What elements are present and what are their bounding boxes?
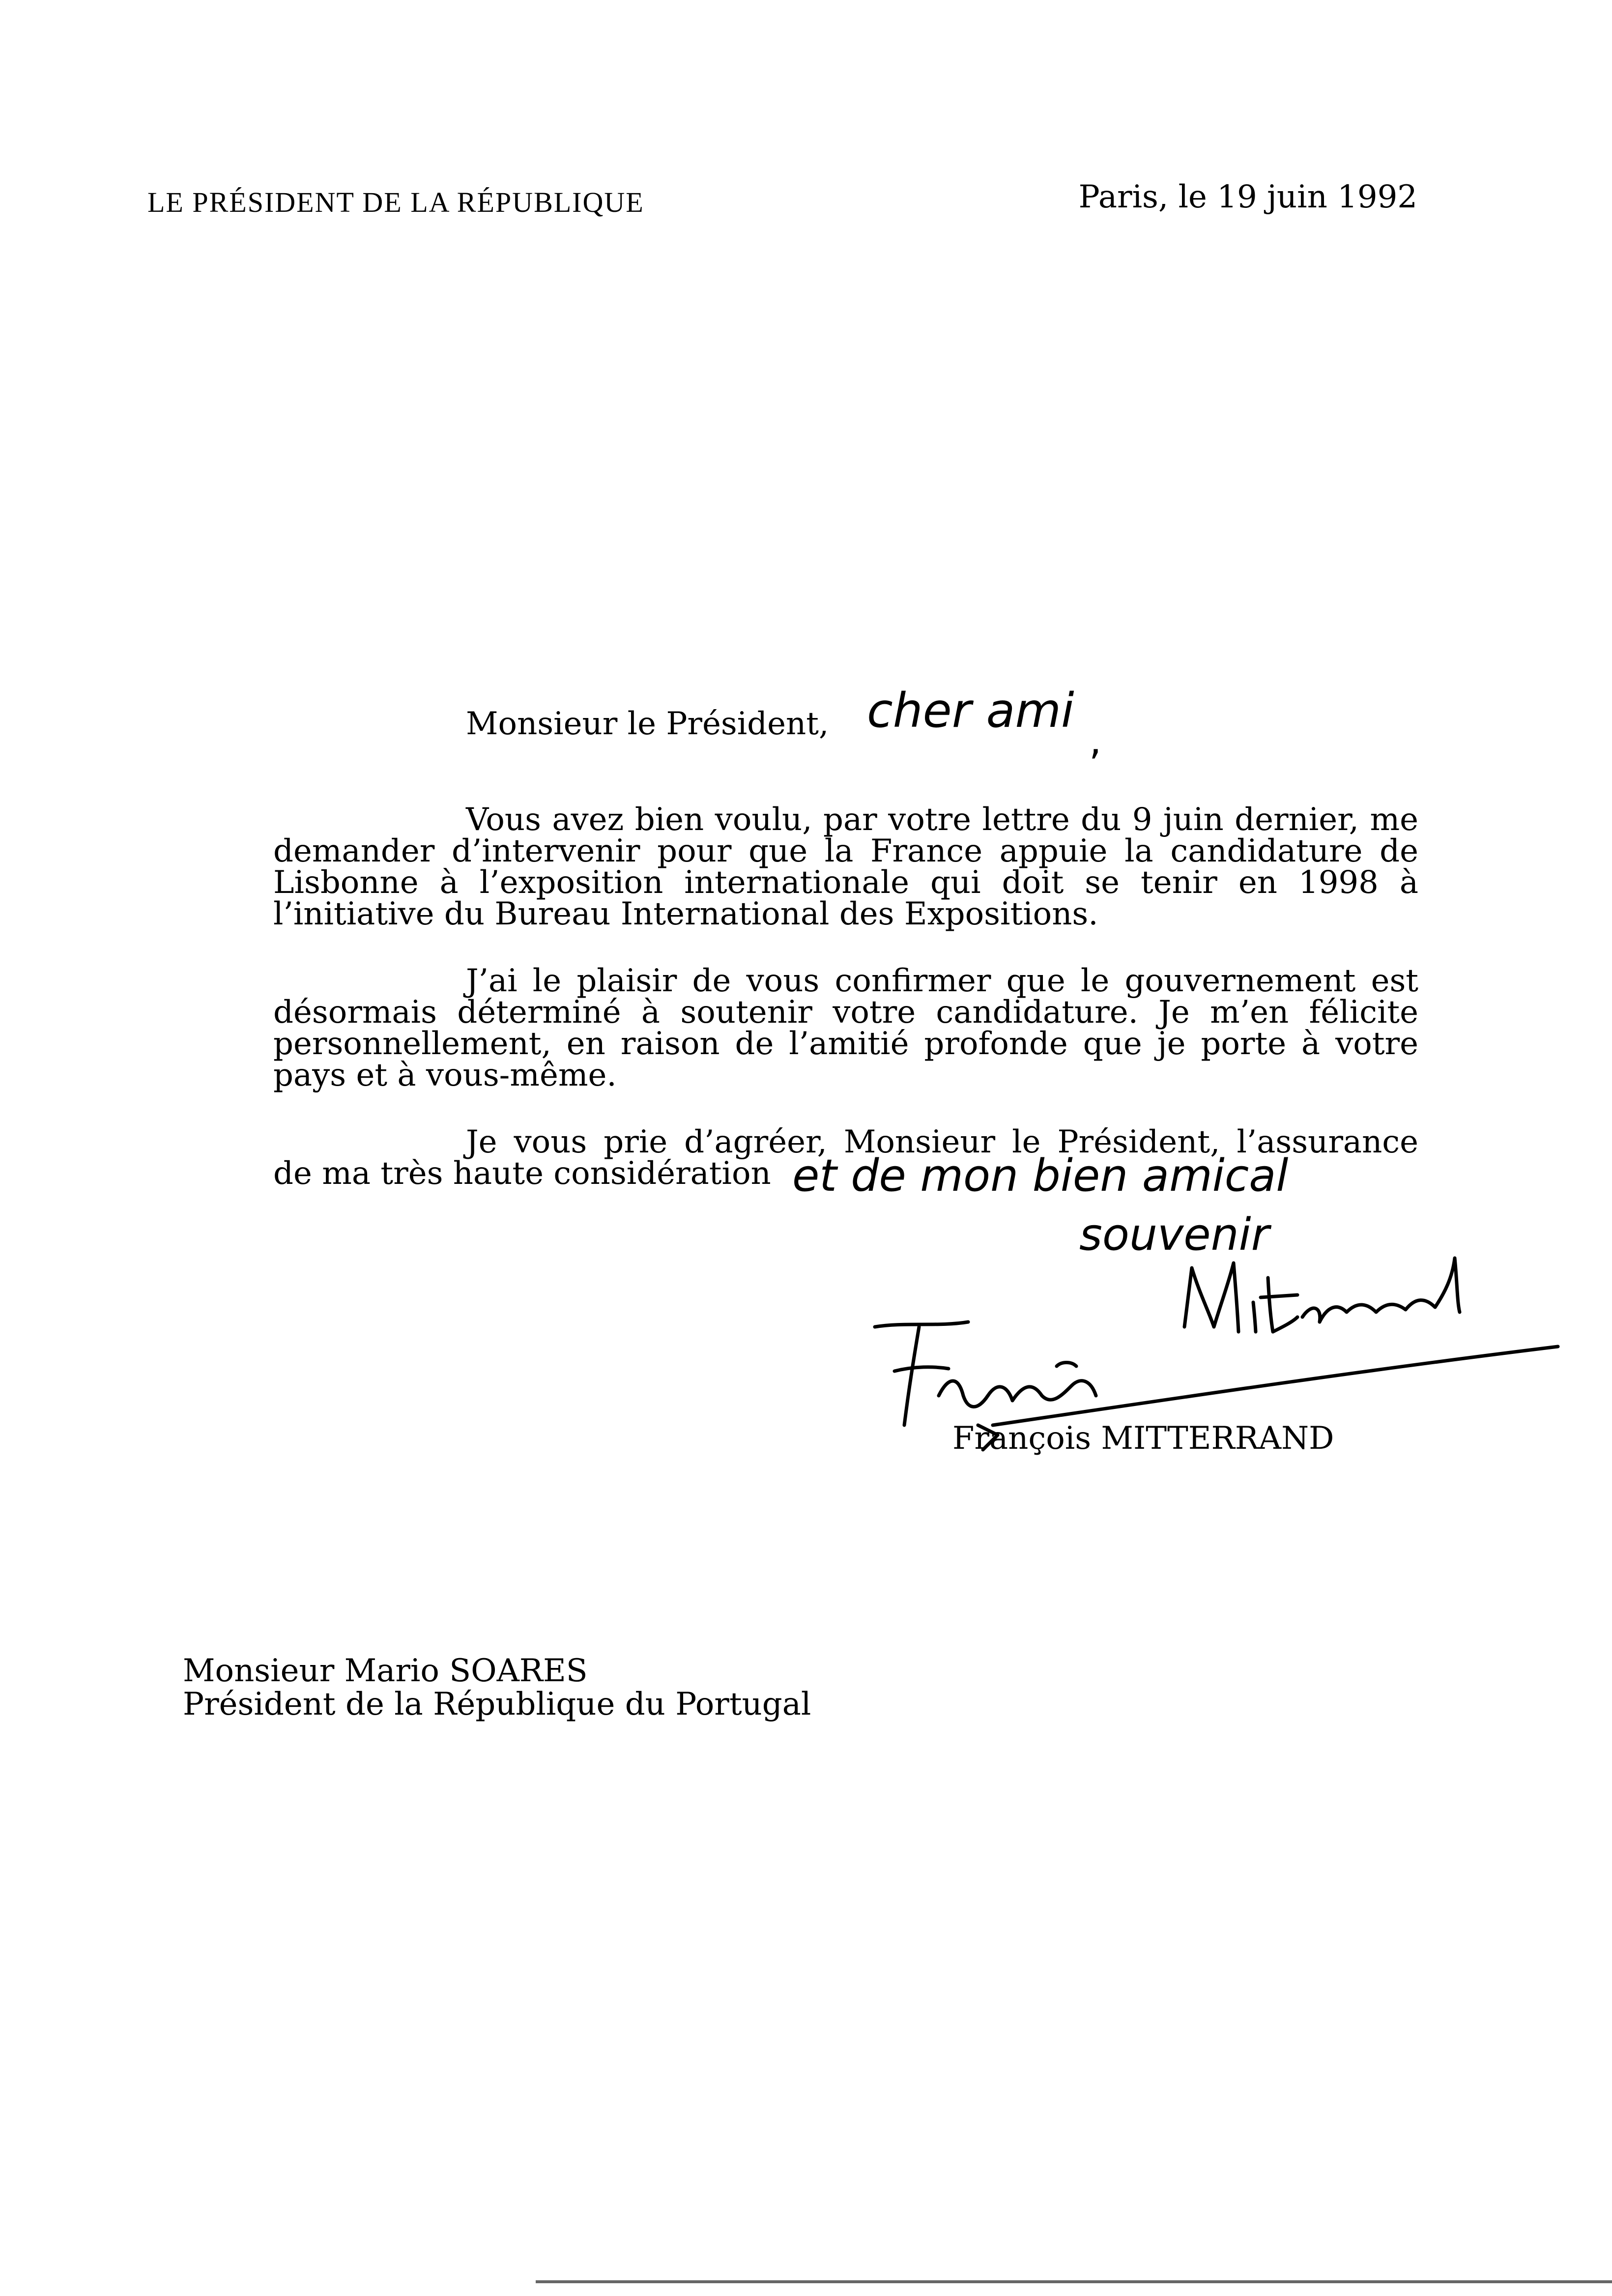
salutation: Monsieur le Président,: [466, 706, 829, 742]
letterhead: LE PRÉSIDENT DE LA RÉPUBLIQUE: [147, 186, 644, 218]
handwritten-salutation: cher ami: [867, 683, 1074, 738]
signatory-name: François MITTERRAND: [952, 1420, 1334, 1457]
paragraph-text: J’ai le plaisir de vous confirmer que le gouvernement est désormais déterminé à soutenir votre candidature. Je m’en félicite personnellement, en raison de l’amitié profonde que je porte à votre pays et à vous-même.: [273, 963, 1418, 1093]
paragraph-1: [273, 804, 1418, 930]
handwritten-closing: et de mon bien amical: [792, 1150, 1289, 1202]
handwritten-comma: ,: [1089, 718, 1102, 763]
recipient-title: Président de la République du Portugal: [183, 1686, 811, 1722]
handwritten-closing-2: souvenir: [1079, 1209, 1269, 1261]
recipient-block: [183, 1654, 811, 1721]
letter-date: Paris, le 19 juin 1992: [1078, 179, 1417, 215]
paragraph-text: Vous avez bien voulu, par votre lettre du 9 juin dernier, me demander d’intervenir pour que la France appuie la candidature de Lisbonne à l’exposition internationale qui doit se tenir en 1998 à l’initiative du Bureau International des Expositions.: [273, 802, 1418, 932]
recipient-name: Monsieur Mario SOARES: [183, 1653, 588, 1689]
paragraph-2: [273, 965, 1418, 1091]
paragraph-text: Je vous prie d’agréer, Monsieur le Président, l’assurance de ma très haute considération: [273, 1124, 1418, 1192]
scan-edge-line: [536, 2280, 1612, 2283]
